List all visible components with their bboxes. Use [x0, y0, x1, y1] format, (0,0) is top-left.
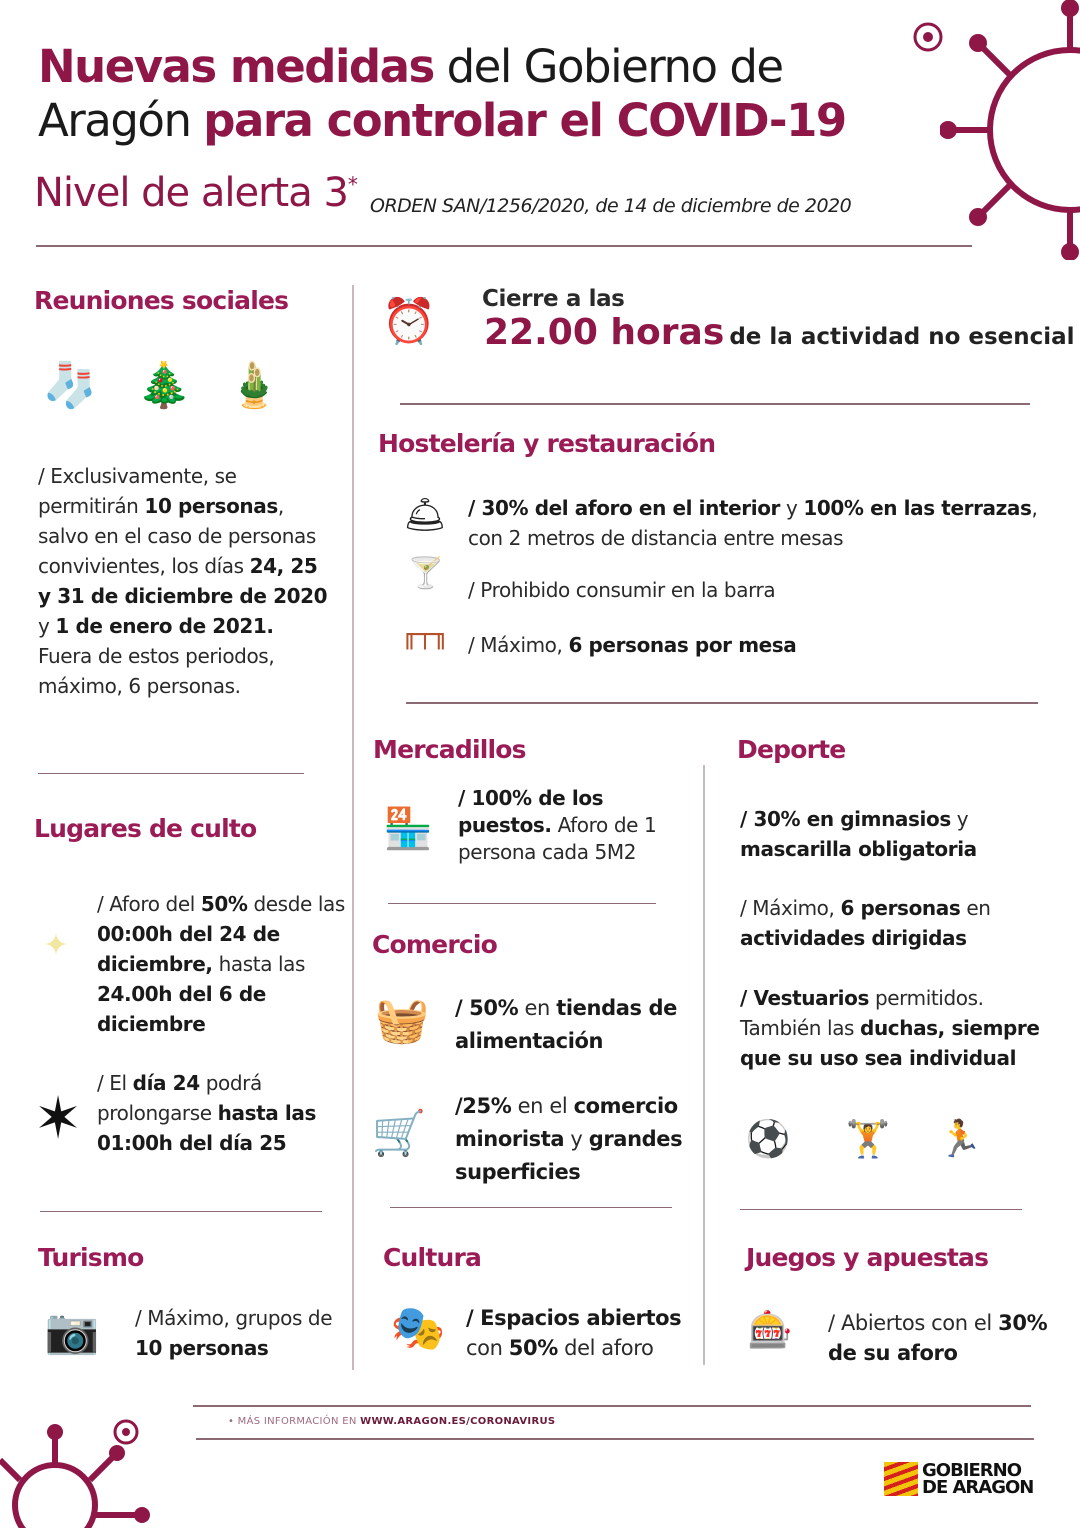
- text-segment: en el: [511, 1094, 574, 1118]
- logo-line-1: GOBIERNO: [922, 1460, 1022, 1481]
- text-segment: / 30% en gimnasios: [740, 807, 951, 831]
- text-segment: 00:00h del 24 de diciembre,: [97, 922, 280, 976]
- column-divider: [703, 765, 705, 1365]
- text-segment: / Máximo,: [740, 896, 841, 920]
- order-reference: ORDEN SAN/1256/2020, de 14 de diciembre de 2020: [370, 195, 852, 217]
- cocktail-glass-icon: 🍸: [407, 555, 445, 591]
- comercio-item-1: [455, 992, 695, 1058]
- cierre-hour: 22.00 horas: [484, 312, 725, 353]
- divider: [740, 1209, 1022, 1210]
- christmas-stocking-icon: 🧦: [42, 360, 98, 411]
- turismo-text: [135, 1303, 335, 1363]
- text-segment: 100% en las terrazas: [803, 496, 1032, 520]
- text-segment: desde las: [247, 892, 345, 916]
- title-bold-2: para controlar el COVID-19: [203, 94, 846, 147]
- text-segment: 30% de su aforo: [828, 1311, 1048, 1365]
- text-segment: / Máximo, grupos de: [135, 1306, 333, 1330]
- text-segment: 10 personas: [135, 1336, 269, 1360]
- text-segment: 10 personas: [144, 494, 278, 518]
- serving-cloche-icon: 🛎: [403, 495, 447, 535]
- logo-line-2: DE ARAGON: [922, 1477, 1034, 1498]
- weightlifting-icon: 🏋: [845, 1119, 891, 1160]
- christmas-tree-icon: 🎄: [136, 360, 192, 411]
- divider: [193, 1405, 1031, 1407]
- heading-juegos: Juegos y apuestas: [746, 1243, 989, 1272]
- text-segment: / El: [97, 1071, 133, 1095]
- divider: [36, 245, 972, 247]
- small-virus-icon: [905, 14, 951, 60]
- shopping-cart-icon: 🛒: [371, 1108, 427, 1159]
- text-segment: / 50%: [455, 996, 519, 1020]
- christmas-ornaments-icon: 🎍: [226, 360, 282, 411]
- text-segment: / 100% de los puestos.: [458, 786, 604, 837]
- star-glow-icon: ✦: [43, 927, 69, 963]
- text-segment: comercio minorista: [455, 1094, 678, 1151]
- cierre-line1: Cierre a las: [482, 286, 625, 312]
- text-segment: 6 personas: [840, 896, 961, 920]
- heading-turismo: Turismo: [38, 1243, 144, 1272]
- page-title: [38, 40, 898, 148]
- table-chairs-icon: ╓┬╖: [401, 620, 449, 650]
- more-info-link[interactable]: WWW.ARAGON.ES/CORONAVIRUS: [360, 1416, 556, 1427]
- reuniones-text: [38, 461, 328, 701]
- text-segment: actividades dirigidas: [740, 926, 967, 950]
- text-segment: / Espacios abiertos: [466, 1306, 682, 1330]
- theater-masks-icon: 🎭: [390, 1303, 446, 1354]
- title-plain-2: Aragón: [38, 94, 204, 147]
- culto-text-2: [97, 1068, 337, 1158]
- casino-chips-icon: 🎰: [747, 1310, 793, 1351]
- title-plain-1: del Gobierno de: [433, 40, 783, 93]
- text-segment: y: [38, 614, 56, 638]
- camera-icon: 📷: [44, 1306, 100, 1357]
- heading-reuniones: Reuniones sociales: [34, 286, 289, 315]
- heading-comercio: Comercio: [372, 930, 498, 959]
- text-segment: en: [518, 996, 557, 1020]
- divider: [388, 903, 656, 904]
- divider: [390, 1207, 672, 1208]
- text-segment: / Vestuarios: [740, 986, 869, 1010]
- deporte-item-2: [740, 893, 1060, 953]
- text-segment: podrá prolongarse: [97, 1071, 262, 1125]
- comercio-item-2: [455, 1090, 700, 1189]
- text-segment: Aforo de 1 persona cada 5M2: [458, 813, 657, 864]
- heading-hosteleria: Hostelería y restauración: [378, 429, 716, 458]
- text-segment: / Máximo,: [468, 633, 569, 657]
- more-info-prefix: • MÁS INFORMACIÓN EN: [228, 1416, 361, 1427]
- text-segment: / Aforo del: [97, 892, 201, 916]
- text-segment: en: [960, 896, 991, 920]
- text-segment: 50%: [508, 1336, 558, 1360]
- gobierno-aragon-logo: [884, 1462, 1033, 1496]
- text-segment: hasta las: [212, 952, 306, 976]
- market-stall-icon: 🏪: [383, 805, 433, 852]
- text-segment: día 24: [132, 1071, 200, 1095]
- virus-illustration-icon: [940, 0, 1080, 260]
- cierre-rest: de la actividad no esencial: [729, 324, 1075, 350]
- mercadillos-text: [458, 785, 678, 866]
- text-segment: y: [950, 807, 969, 831]
- text-segment: / 30% del aforo en el interior: [468, 496, 780, 520]
- text-segment: y: [564, 1127, 589, 1151]
- text-segment: hasta las 01:00h del día 25: [97, 1101, 316, 1155]
- text-segment: / Exclusivamente, se permitirán: [38, 464, 237, 518]
- text-segment: / Prohibido consumir en la barra: [468, 578, 776, 602]
- title-bold-1: Nuevas medidas: [38, 40, 434, 93]
- alert-level-mark: *: [347, 172, 357, 197]
- text-segment: duchas, siempre que su uso sea individual: [740, 1016, 1040, 1070]
- soccer-ball-icon: ⚽: [745, 1119, 791, 1160]
- heading-culto: Lugares de culto: [34, 814, 257, 843]
- grocery-basket-icon: 🧺: [374, 995, 430, 1046]
- text-segment: 24.00h del 6 de diciembre: [97, 982, 266, 1036]
- column-divider: [352, 285, 354, 1370]
- text-segment: 1 de enero de 2021.: [55, 614, 274, 638]
- culto-text-1: [97, 889, 347, 1039]
- deporte-item-3: [740, 983, 1060, 1073]
- divider: [400, 403, 1030, 405]
- text-segment: con: [466, 1336, 509, 1360]
- text-segment: 50%: [200, 892, 248, 916]
- runner-icon: 🏃: [937, 1119, 983, 1160]
- text-segment: 6 personas por mesa: [568, 633, 797, 657]
- divider: [38, 773, 304, 774]
- heading-mercadillos: Mercadillos: [373, 735, 526, 764]
- text-segment: /25%: [455, 1094, 512, 1118]
- text-segment: , con 2 metros de distancia entre mesas: [468, 496, 1038, 550]
- text-segment: tiendas de alimentación: [455, 996, 677, 1053]
- aragon-flag-icon: [884, 1462, 918, 1496]
- divider: [196, 1438, 1034, 1440]
- text-segment: 24, 25 y 31 de diciembre de 2020: [38, 554, 328, 608]
- divider: [40, 1211, 322, 1212]
- hosteleria-item-1: [468, 493, 1048, 553]
- alarm-clock-icon: ⏰: [381, 296, 437, 347]
- text-segment: mascarilla obligatoria: [740, 837, 977, 861]
- small-virus-bottom-icon: [108, 1414, 144, 1450]
- heading-deporte: Deporte: [737, 735, 846, 764]
- text-segment: y: [780, 496, 804, 520]
- text-segment: , salvo en el caso de personas convivientes, los días: [38, 494, 316, 578]
- alert-level: [34, 170, 357, 216]
- heading-cultura: Cultura: [383, 1243, 482, 1272]
- text-segment: / Abiertos con el: [828, 1311, 999, 1335]
- text-segment: grandes superficies: [455, 1127, 683, 1184]
- hosteleria-item-3: [468, 630, 1028, 660]
- alert-level-text: Nivel de alerta 3: [34, 170, 348, 216]
- text-segment: Fuera de estos periodos, máximo, 6 personas.: [38, 644, 275, 698]
- more-info: [228, 1416, 555, 1427]
- cierre-line2: [484, 312, 1075, 353]
- sparkle-star-icon: ✶: [33, 1084, 83, 1152]
- hosteleria-item-2: [468, 575, 1028, 605]
- text-segment: del aforo: [557, 1336, 654, 1360]
- cultura-text: [466, 1303, 696, 1363]
- juegos-text: [828, 1308, 1048, 1368]
- text-segment: permitidos. También las: [740, 986, 984, 1040]
- divider: [406, 702, 1038, 704]
- deporte-item-1: [740, 804, 1060, 864]
